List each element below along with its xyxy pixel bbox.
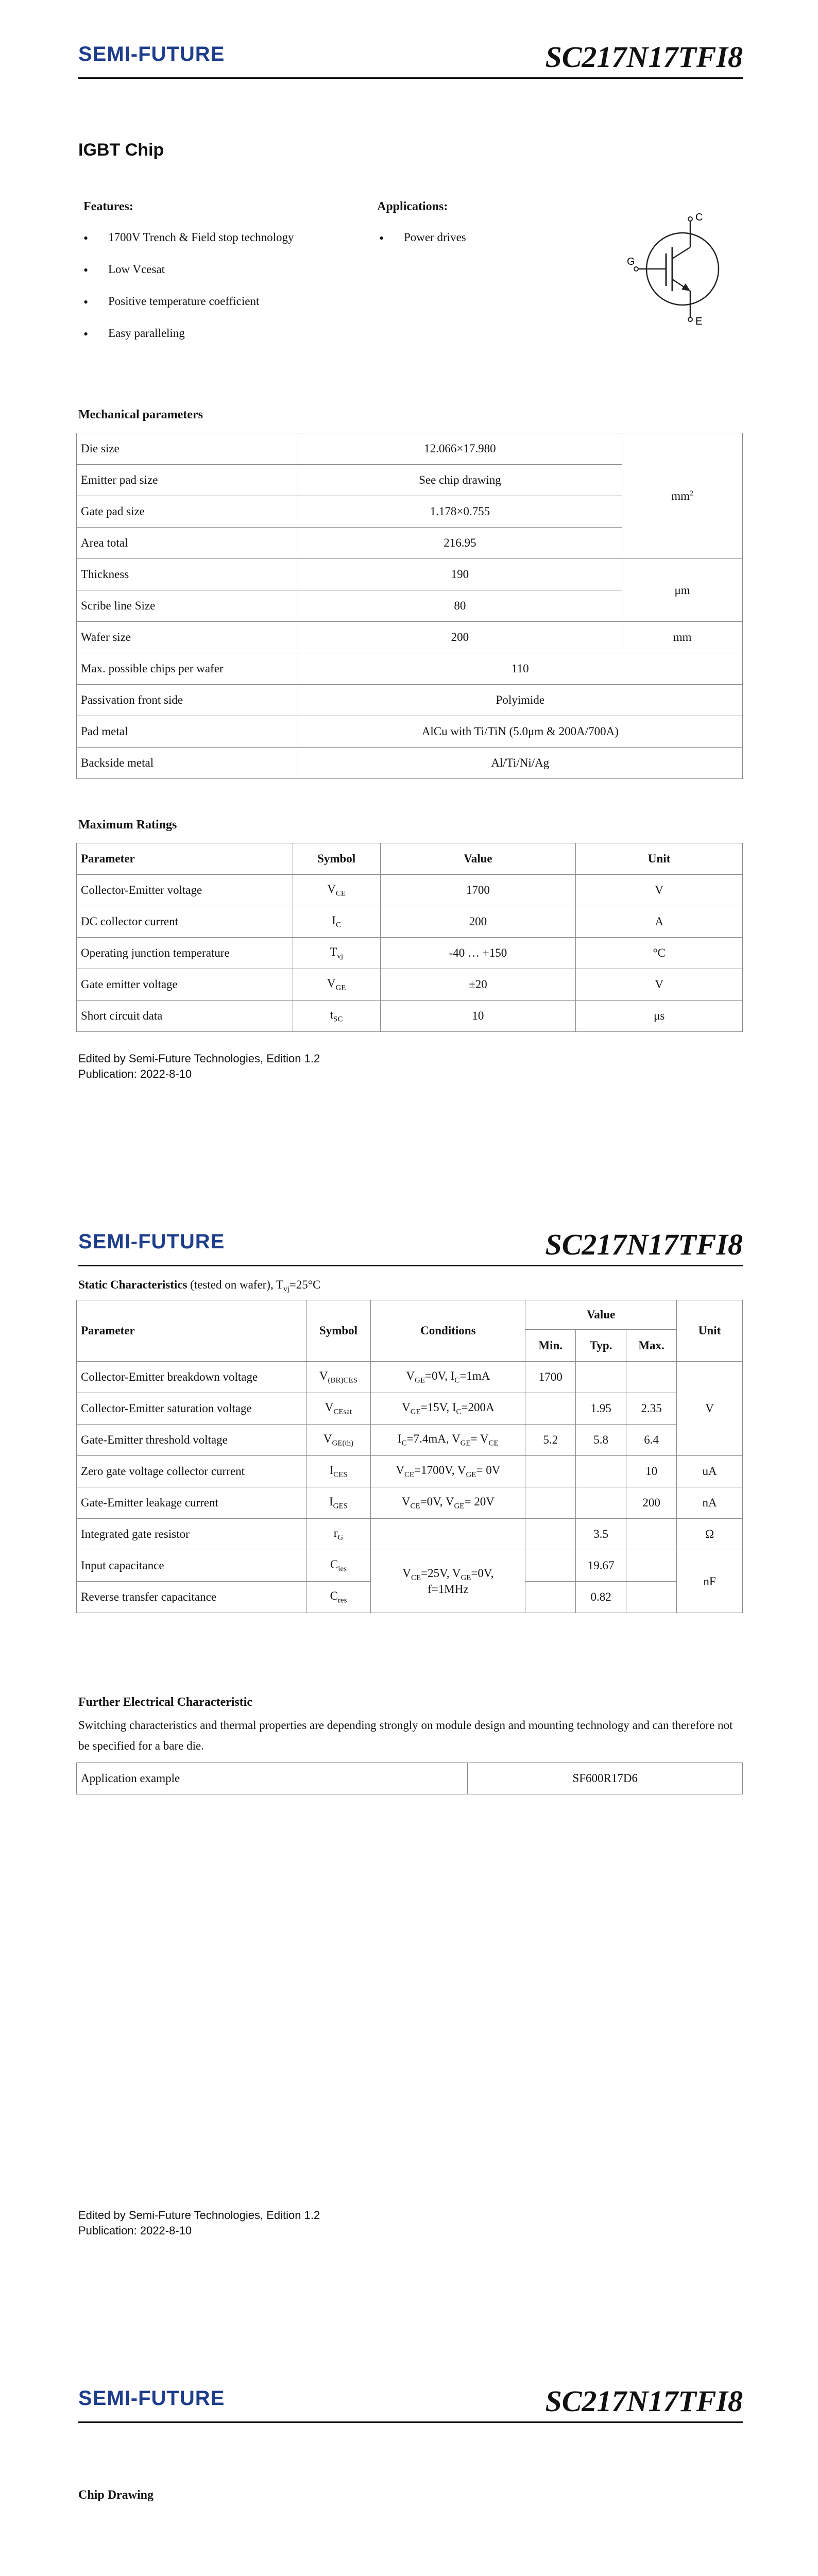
- part-number: SC217N17TFI8: [545, 2384, 743, 2418]
- table-row: Backside metal Al/Ti/Ni/Ag: [77, 748, 743, 779]
- company-logo: SEMI-FUTURE: [78, 1230, 225, 1253]
- drawing-title: Chip Drawing: [78, 2488, 154, 2502]
- table-row: Passivation front side Polyimide: [77, 685, 743, 716]
- table-header-row: Parameter Symbol Value Unit: [77, 843, 743, 875]
- page-3: [0, 2313, 818, 2576]
- table-row: Emitter pad size See chip drawing: [77, 465, 743, 496]
- table-header-row: Parameter Symbol Conditions Value Unit: [77, 1300, 743, 1330]
- page-footer: Edited by Semi-Future Technologies, Edition 1.2 Publication: 2022-8-10: [78, 1052, 320, 1080]
- symbol-label-c: C: [695, 212, 703, 223]
- page-2: [0, 1157, 818, 2313]
- company-logo: SEMI-FUTURE: [78, 2387, 225, 2410]
- table-row: Input capacitance $C_{ies}$ $V_{CE}=25V$, $V_{GE}=0V$, f=1MHz 19.67 nF: [77, 1550, 743, 1582]
- table-row: Gate emitter voltage $V_{GE}$ ±20 V: [77, 969, 743, 1001]
- max-ratings-title: Maximum Ratings: [78, 818, 177, 832]
- table-row: Reverse transfer capacitance $C_{res}$ 0.82: [77, 1582, 743, 1613]
- static-title: Static Characteristics (tested on wafer), $T_{vj}=25^\circ C$: [78, 1278, 321, 1294]
- further-title: Further Electrical Characteristic: [78, 1696, 253, 1709]
- table-row: Area total 216.95: [77, 528, 743, 559]
- feature-item: • Positive temperature coefficient: [108, 295, 259, 308]
- table-row: Collector-Emitter voltage $V_{CE}$ 1700 V: [77, 875, 743, 906]
- table-row: Integrated gate resistor $r_G$ 3.5 Ω: [77, 1519, 743, 1550]
- page-header: [78, 1208, 743, 1266]
- application-table: [76, 1762, 743, 1794]
- table-row: Gate pad size 1.178×0.755: [77, 496, 743, 528]
- feature-item: • 1700V Trench & Field stop technology: [108, 231, 294, 244]
- table-row: Scribe line Size 80: [77, 590, 743, 622]
- table-row: DC collector current $I_C$ 200 A: [77, 906, 743, 938]
- table-row: Application example SF600R17D6: [77, 1763, 743, 1794]
- table-row: Thickness 190 μm: [77, 559, 743, 590]
- applications-label: Applications:: [377, 200, 448, 213]
- page-header: [78, 2365, 743, 2423]
- igbt-symbol-icon: [626, 211, 729, 330]
- table-row: Pad metal AlCu with Ti/TiN (5.0μm & 200A/700A): [77, 716, 743, 748]
- page-footer: Edited by Semi-Future Technologies, Edition 1.2 Publication: 2022-8-10: [78, 2209, 320, 2237]
- table-row: Zero gate voltage collector current $I_{CES}$ $V_{CE}=1700V$, $V_{GE}= 0V$ 10 uA: [77, 1456, 743, 1487]
- symbol-label-e: E: [695, 316, 703, 327]
- table-row: Gate-Emitter threshold voltage $V_{GE(th)}$ $I_C=7.4mA$, $V_{GE}= V_{CE}$ 5.2 5.8 6.4: [77, 1425, 743, 1456]
- features-label: Features:: [83, 200, 133, 213]
- max-ratings-table: [76, 843, 743, 1032]
- unit-mm: mm: [622, 622, 743, 653]
- feature-item: • Low Vcesat: [108, 263, 165, 276]
- unit-um: μm: [622, 559, 743, 622]
- table-row: Collector-Emitter saturation voltage $V_{CEsat}$ $V_{GE}=15V$, $I_C=200A$ 1.95 2.35: [77, 1393, 743, 1425]
- symbol-label-g: G: [627, 256, 635, 267]
- table-row: Gate-Emitter leakage current $I_{GES}$ $V_{CE}=0V$, $V_{GE}= 20V$ 200 nA: [77, 1487, 743, 1519]
- application-item: • Power drives: [404, 231, 466, 244]
- table-row: Collector-Emitter breakdown voltage $V_{(BR)CES}$ $V_{GE}=0V$, $I_C=1mA$ 1700 V: [77, 1362, 743, 1393]
- part-number: SC217N17TFI8: [545, 40, 743, 74]
- table-row: Max. possible chips per wafer 110: [77, 653, 743, 685]
- table-row: Die size 12.066×17.980 $mm^2$: [77, 433, 743, 465]
- mech-title: Mechanical parameters: [78, 408, 203, 421]
- table-header-row: Min. Typ. Max.: [77, 1330, 743, 1362]
- company-logo: SEMI-FUTURE: [78, 43, 225, 65]
- page-header: [78, 21, 743, 79]
- table-row: Operating junction temperature $T_{vj}$ -40 … +150 °C: [77, 938, 743, 969]
- mech-table: [76, 433, 743, 779]
- page-1: [0, 0, 818, 1157]
- table-row: Short circuit data $t_{SC}$ 10 μs: [77, 1001, 743, 1032]
- page-title: IGBT Chip: [78, 140, 164, 160]
- further-text: Switching characteristics and thermal properties are depending strongly on module design and mounting technology and can therefore not be specified for a bare die.: [78, 1719, 733, 1752]
- part-number: SC217N17TFI8: [545, 1228, 743, 1261]
- unit-mm2: $mm^2$: [622, 433, 743, 559]
- table-row: Wafer size 200 mm: [77, 622, 743, 653]
- feature-item: • Easy paralleling: [108, 327, 185, 340]
- static-table: [76, 1300, 743, 1613]
